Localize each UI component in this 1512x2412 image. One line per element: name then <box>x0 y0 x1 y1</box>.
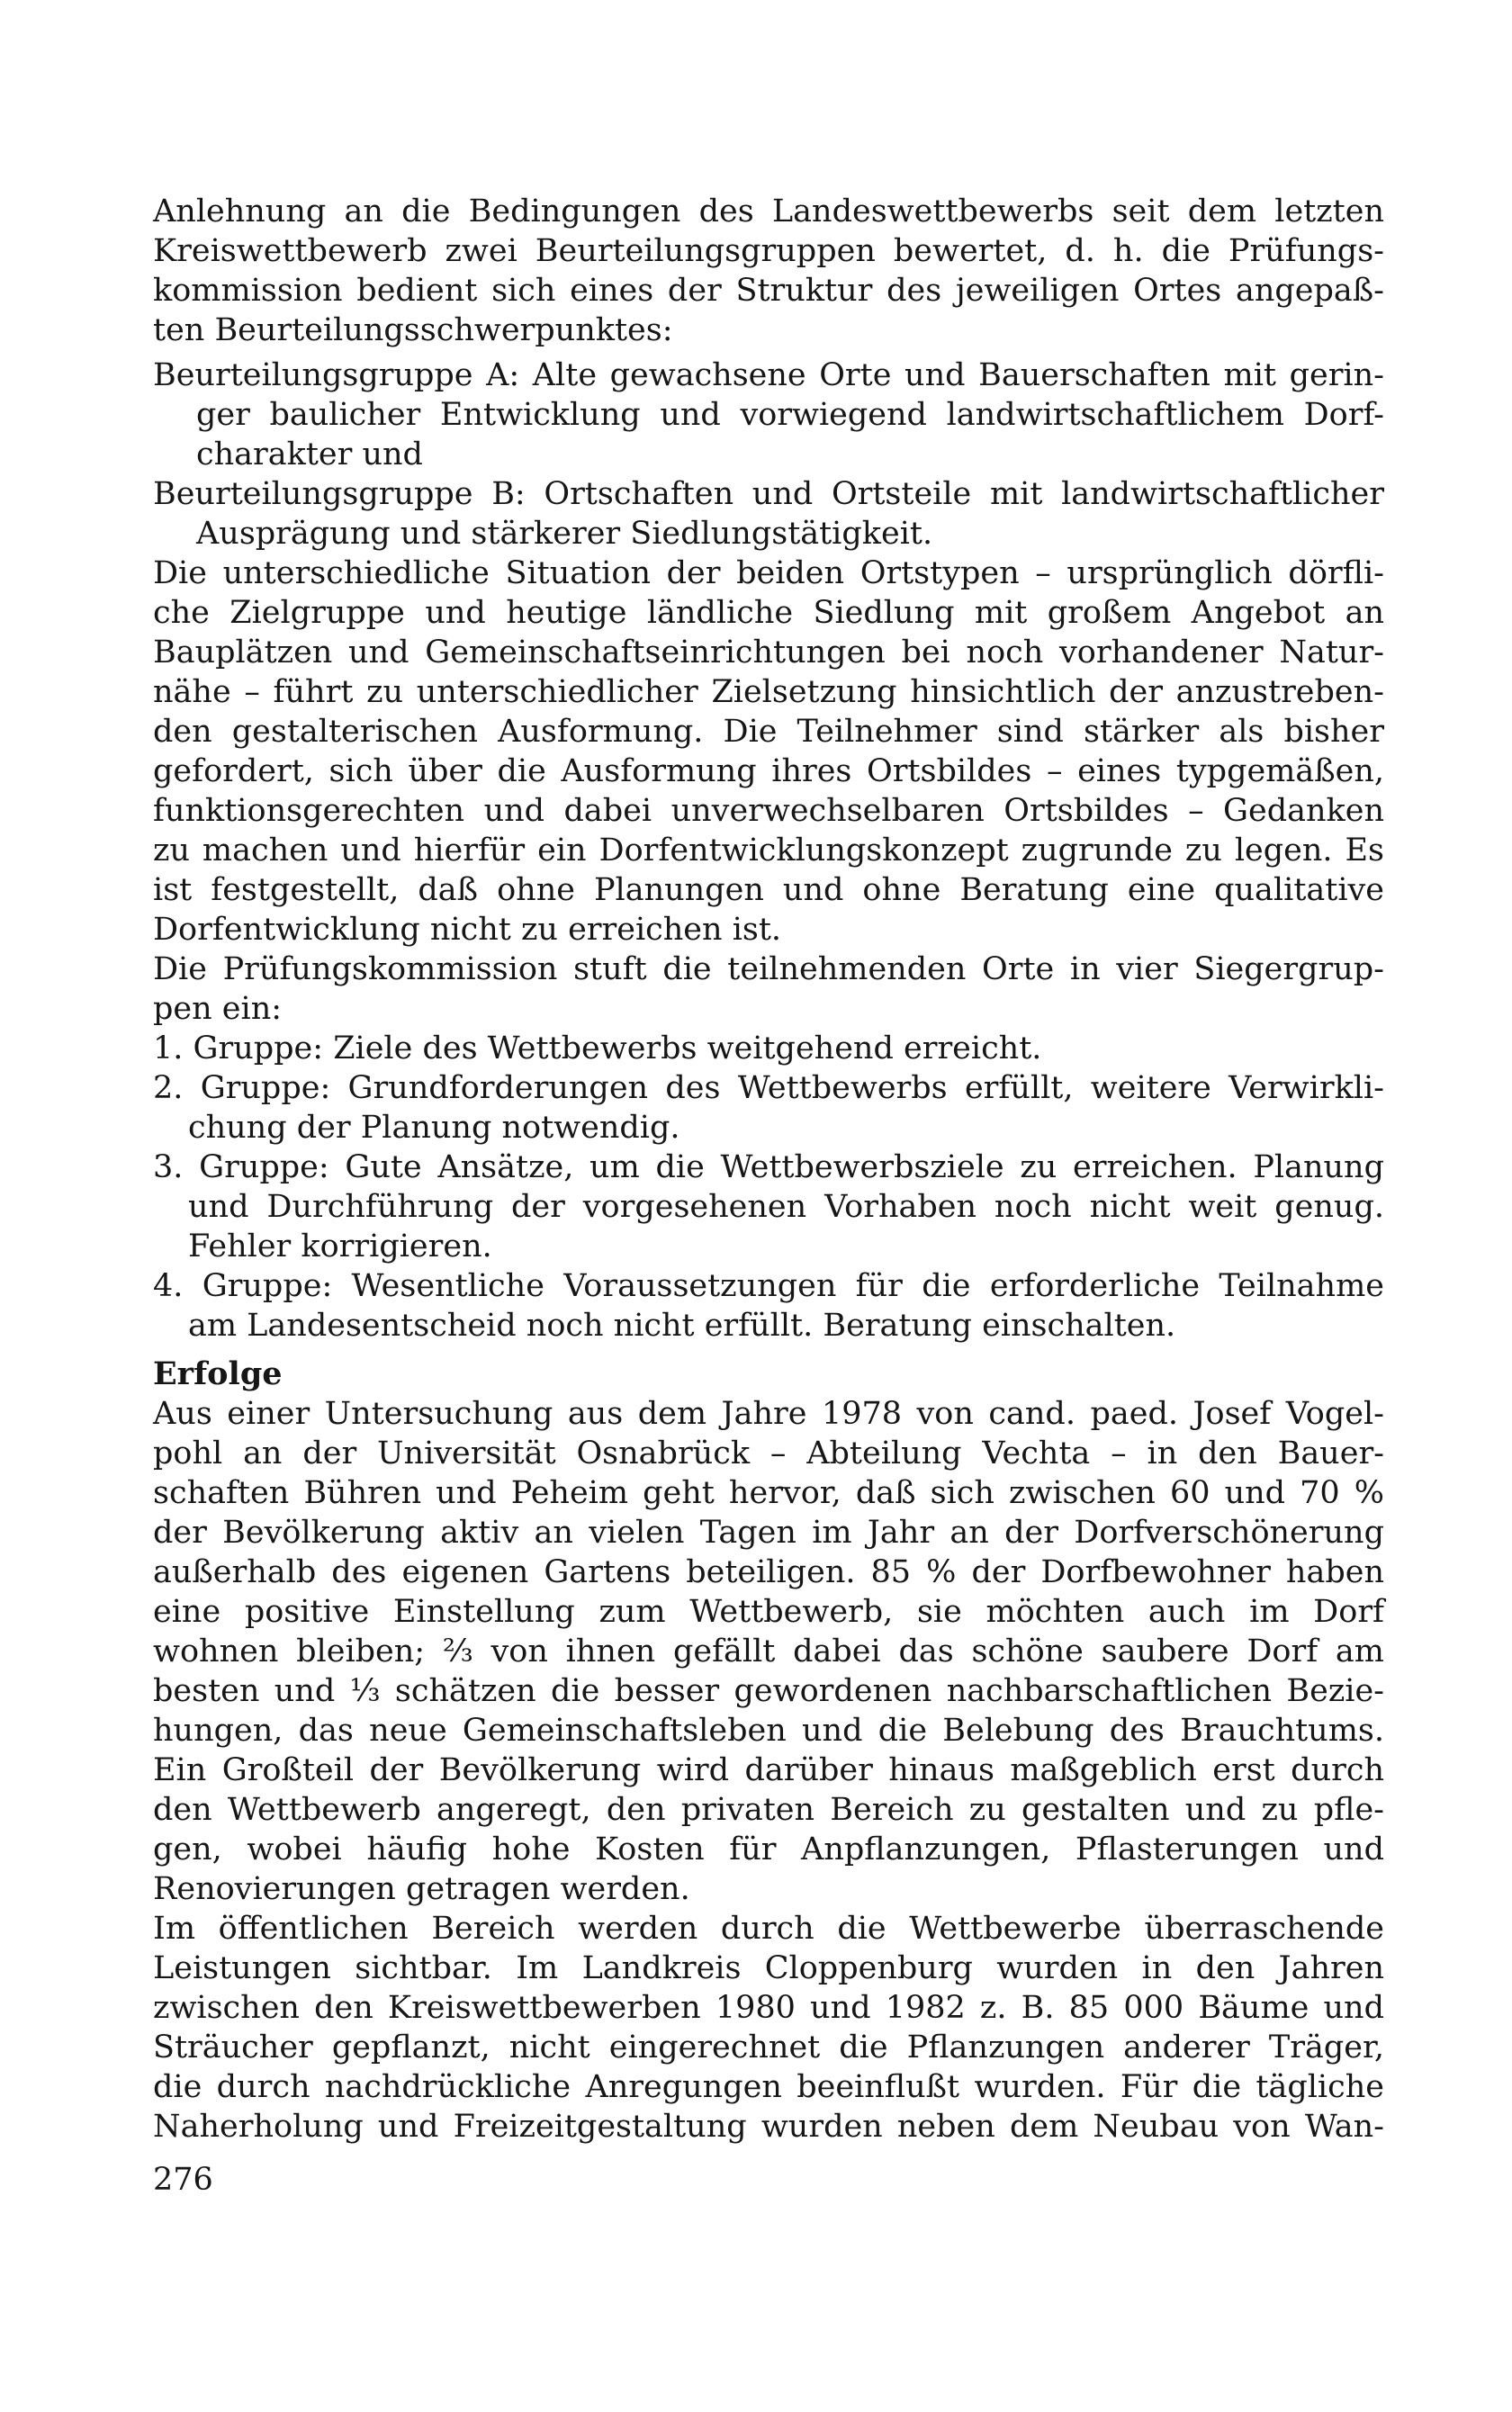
text-line: chung der Planung notwendig. <box>188 1110 680 1146</box>
list-item-group-3 <box>153 1148 1384 1266</box>
text-line: Beurteilungsgruppe B: Ortschaften und Ortsteile mit landwirtschaftlicher <box>153 476 1384 512</box>
text-line: nähe – führt zu unterschiedlicher Zielsetzung hinsichtlich der anzustreben- <box>153 674 1384 710</box>
text-line: besten und ⅓ schätzen die besser gewordenen nachbarschaftlichen Bezie- <box>153 1673 1384 1709</box>
text-line: Ein Großteil der Bevölkerung wird darüber hinaus maßgeblich erst durch <box>153 1752 1384 1788</box>
text-line: Im öffentlichen Bereich werden durch die Wettbewerbe überraschende <box>153 1911 1384 1947</box>
text-line: kommission bedient sich eines der Struktur des jeweiligen Ortes angepaß- <box>153 273 1384 309</box>
text-line: Dorfentwicklung nicht zu erreichen ist. <box>153 912 782 948</box>
text-line: zwischen den Kreiswettbewerben 1980 und 1982 z. B. 85 000 Bäume und <box>153 1990 1384 2026</box>
text-line: Naherholung und Freizeitgestaltung wurden neben dem Neubau von Wan- <box>153 2109 1384 2145</box>
text-line: Aus einer Untersuchung aus dem Jahre 1978 von cand. paed. Josef Vogel- <box>153 1396 1384 1432</box>
section-heading: Erfolge <box>153 1355 283 1392</box>
text-line: Bauplätzen und Gemeinschaftseinrichtungen bei noch vorhandener Natur- <box>153 634 1384 670</box>
text-line: funktionsgerechten und dabei unverwechselbaren Ortsbildes – Gedanken <box>153 793 1384 829</box>
text-line: 3. Gruppe: Gute Ansätze, um die Wettbewerbsziele zu erreichen. Planung <box>153 1149 1384 1185</box>
list-item-group-4 <box>153 1266 1384 1346</box>
text-line: Kreiswettbewerb zwei Beurteilungsgruppen bewertet, d. h. die Prüfungs- <box>153 233 1384 269</box>
text-line: Leistungen sichtbar. Im Landkreis Cloppenburg wurden in den Jahren <box>153 1950 1384 1986</box>
list-item-group-1 <box>153 1029 1384 1068</box>
text-line: Die unterschiedliche Situation der beiden Ortstypen – ursprünglich dörfli- <box>153 555 1384 591</box>
text-line: che Zielgruppe und heutige ländliche Siedlung mit großem Angebot an <box>153 595 1384 631</box>
text-line: ger baulicher Entwicklung und vorwiegend landwirtschaftlichem Dorf- <box>196 397 1384 433</box>
paragraph-group-a <box>153 356 1384 474</box>
text-line: gen, wobei häufig hohe Kosten für Anpflanzungen, Pflasterungen und <box>153 1832 1384 1868</box>
text-line: 2. Gruppe: Grundforderungen des Wettbewerbs erfüllt, weitere Verwirkli- <box>153 1070 1384 1106</box>
text-line: schaften Bühren und Peheim geht hervor, daß sich zwischen 60 und 70 % <box>153 1475 1384 1511</box>
text-line: die durch nachdrückliche Anregungen beeinflußt wurden. Für die tägliche <box>153 2069 1384 2105</box>
text-line: Ausprägung und stärkerer Siedlungstätigkeit. <box>196 516 933 552</box>
text-line: den gestalterischen Ausformung. Die Teilnehmer sind stärker als bisher <box>153 714 1384 750</box>
text-line: den Wettbewerb angeregt, den privaten Bereich zu gestalten und zu pfle- <box>153 1792 1384 1828</box>
paragraph-commission <box>153 950 1384 1029</box>
list-item-group-2 <box>153 1068 1384 1148</box>
paragraph-intro <box>153 192 1384 350</box>
paragraph-group-b <box>153 474 1384 554</box>
text-line: und Durchführung der vorgesehenen Vorhaben noch nicht weit genug. <box>188 1189 1384 1225</box>
text-line: Renovierungen getragen werden. <box>153 1871 690 1907</box>
text-line: außerhalb des eigenen Gartens beteiligen. 85 % der Dorfbewohner haben <box>153 1554 1384 1590</box>
text-line: ist festgestellt, daß ohne Planungen und ohne Beratung eine qualitative <box>153 872 1384 908</box>
text-line: pen ein: <box>153 991 283 1027</box>
text-line: 4. Gruppe: Wesentliche Voraussetzungen für die erforderliche Teilnahme <box>153 1268 1384 1304</box>
text-line: zu machen und hierfür ein Dorfentwicklungskonzept zugrunde zu legen. Es <box>153 832 1384 868</box>
page-number: 276 <box>153 2162 213 2198</box>
paragraph-situation <box>153 554 1384 950</box>
paragraph-study <box>153 1394 1384 1909</box>
text-line: der Bevölkerung aktiv an vielen Tagen im Jahr an der Dorfverschönerung <box>153 1515 1384 1551</box>
text-column <box>153 192 1384 2146</box>
text-line: Sträucher gepflanzt, nicht eingerechnet die Pflanzungen anderer Träger, <box>153 2030 1384 2066</box>
paragraph-public <box>153 1909 1384 2146</box>
text-line: 1. Gruppe: Ziele des Wettbewerbs weitgehend erreicht. <box>153 1030 1042 1066</box>
text-line: gefordert, sich über die Ausformung ihres Ortsbildes – eines typgemäßen, <box>153 753 1384 789</box>
text-line: charakter und <box>196 436 423 472</box>
text-line: eine positive Einstellung zum Wettbewerb, sie möchten auch im Dorf <box>153 1594 1384 1630</box>
text-line: Anlehnung an die Bedingungen des Landeswettbewerbs seit dem letzten <box>153 194 1384 230</box>
text-line: ten Beurteilungsschwerpunktes: <box>153 312 673 348</box>
text-line: Fehler korrigieren. <box>188 1228 492 1264</box>
text-line: pohl an der Universität Osnabrück – Abteilung Vechta – in den Bauer- <box>153 1436 1384 1472</box>
text-line: am Landesentscheid noch nicht erfüllt. Beratung einschalten. <box>188 1308 1176 1344</box>
text-line: Die Prüfungskommission stuft die teilnehmenden Orte in vier Siegergrup- <box>153 951 1384 987</box>
text-line: wohnen bleiben; ⅔ von ihnen gefällt dabei das schöne saubere Dorf am <box>153 1634 1384 1670</box>
text-line: hungen, das neue Gemeinschaftsleben und die Belebung des Brauchtums. <box>153 1713 1384 1749</box>
group-list <box>153 1029 1384 1346</box>
text-line: Beurteilungsgruppe A: Alte gewachsene Orte und Bauerschaften mit gerin- <box>153 357 1384 393</box>
